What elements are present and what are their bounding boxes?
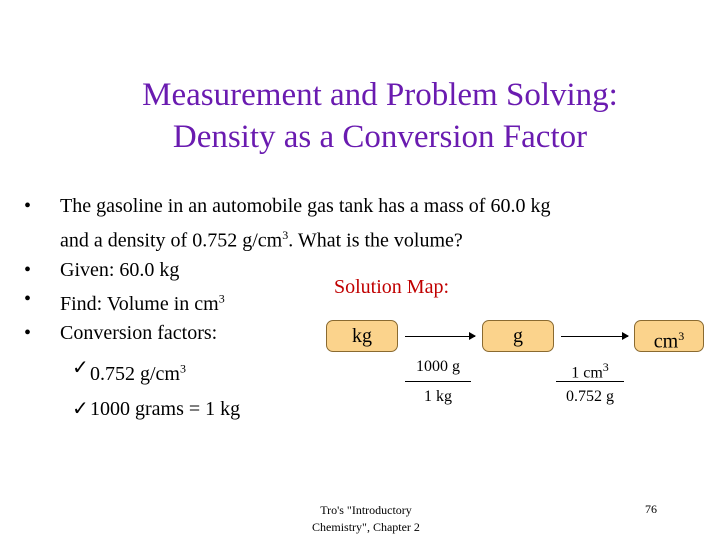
given-text: Given: 60.0 kg	[60, 258, 180, 281]
sub-bullet-grams	[24, 395, 550, 424]
factor1-bar	[405, 381, 471, 382]
conversion-factors-text: Conversion factors:	[60, 322, 218, 345]
checkmark-icon: ✓	[72, 397, 89, 420]
bullet-dot-icon: •	[24, 195, 32, 217]
grams-text: 1000 grams = 1 kg	[90, 397, 241, 420]
title-line-2: Density as a Conversion Factor	[172, 119, 588, 155]
bullet-find	[24, 285, 550, 320]
box-cm3: $cm^3$	[634, 320, 704, 352]
title-line-1: Measurement and Problem Solving:	[142, 77, 618, 113]
factor-cm3-per-g	[556, 356, 624, 408]
bullet-dot-icon: •	[24, 322, 32, 345]
factor-g-per-kg	[405, 356, 471, 408]
box-kg: kg	[326, 320, 398, 352]
page-number: 76	[645, 502, 657, 516]
box-g: g	[482, 320, 554, 352]
problem-line-1: The gasoline in an automobile gas tank has a mass of 60.0 kg	[60, 195, 551, 217]
footer-citation: Tro's "Introductory Chemistry", Chapter 2	[312, 503, 420, 534]
factor2-denominator: 0.752 g	[566, 388, 614, 405]
bullet-given	[24, 256, 550, 285]
find-text: Find: Volume in $cm^3$	[60, 291, 225, 316]
bullet-dot-icon: •	[24, 287, 32, 310]
bullet-problem	[24, 192, 550, 256]
factor1-numerator: 1000 g	[416, 358, 460, 375]
arrow-kg-to-g	[405, 336, 475, 337]
bullet-list	[24, 192, 550, 424]
density-text: 0.752 $g/cm^3$	[90, 361, 186, 385]
sub-bullet-density	[24, 354, 550, 389]
solution-map-label: Solution Map:	[334, 276, 450, 298]
checkmark-icon: ✓	[72, 357, 89, 380]
bullet-dot-icon: •	[24, 258, 32, 281]
factor2-numerator: 1 $cm^3$	[571, 360, 609, 382]
problem-line-2: and a density of 0.752 $g/cm^3$. What is the volume?	[60, 228, 463, 252]
slide-title	[40, 74, 720, 158]
factor1-denominator: 1 kg	[424, 388, 452, 405]
arrow-g-to-cm3	[561, 336, 628, 337]
